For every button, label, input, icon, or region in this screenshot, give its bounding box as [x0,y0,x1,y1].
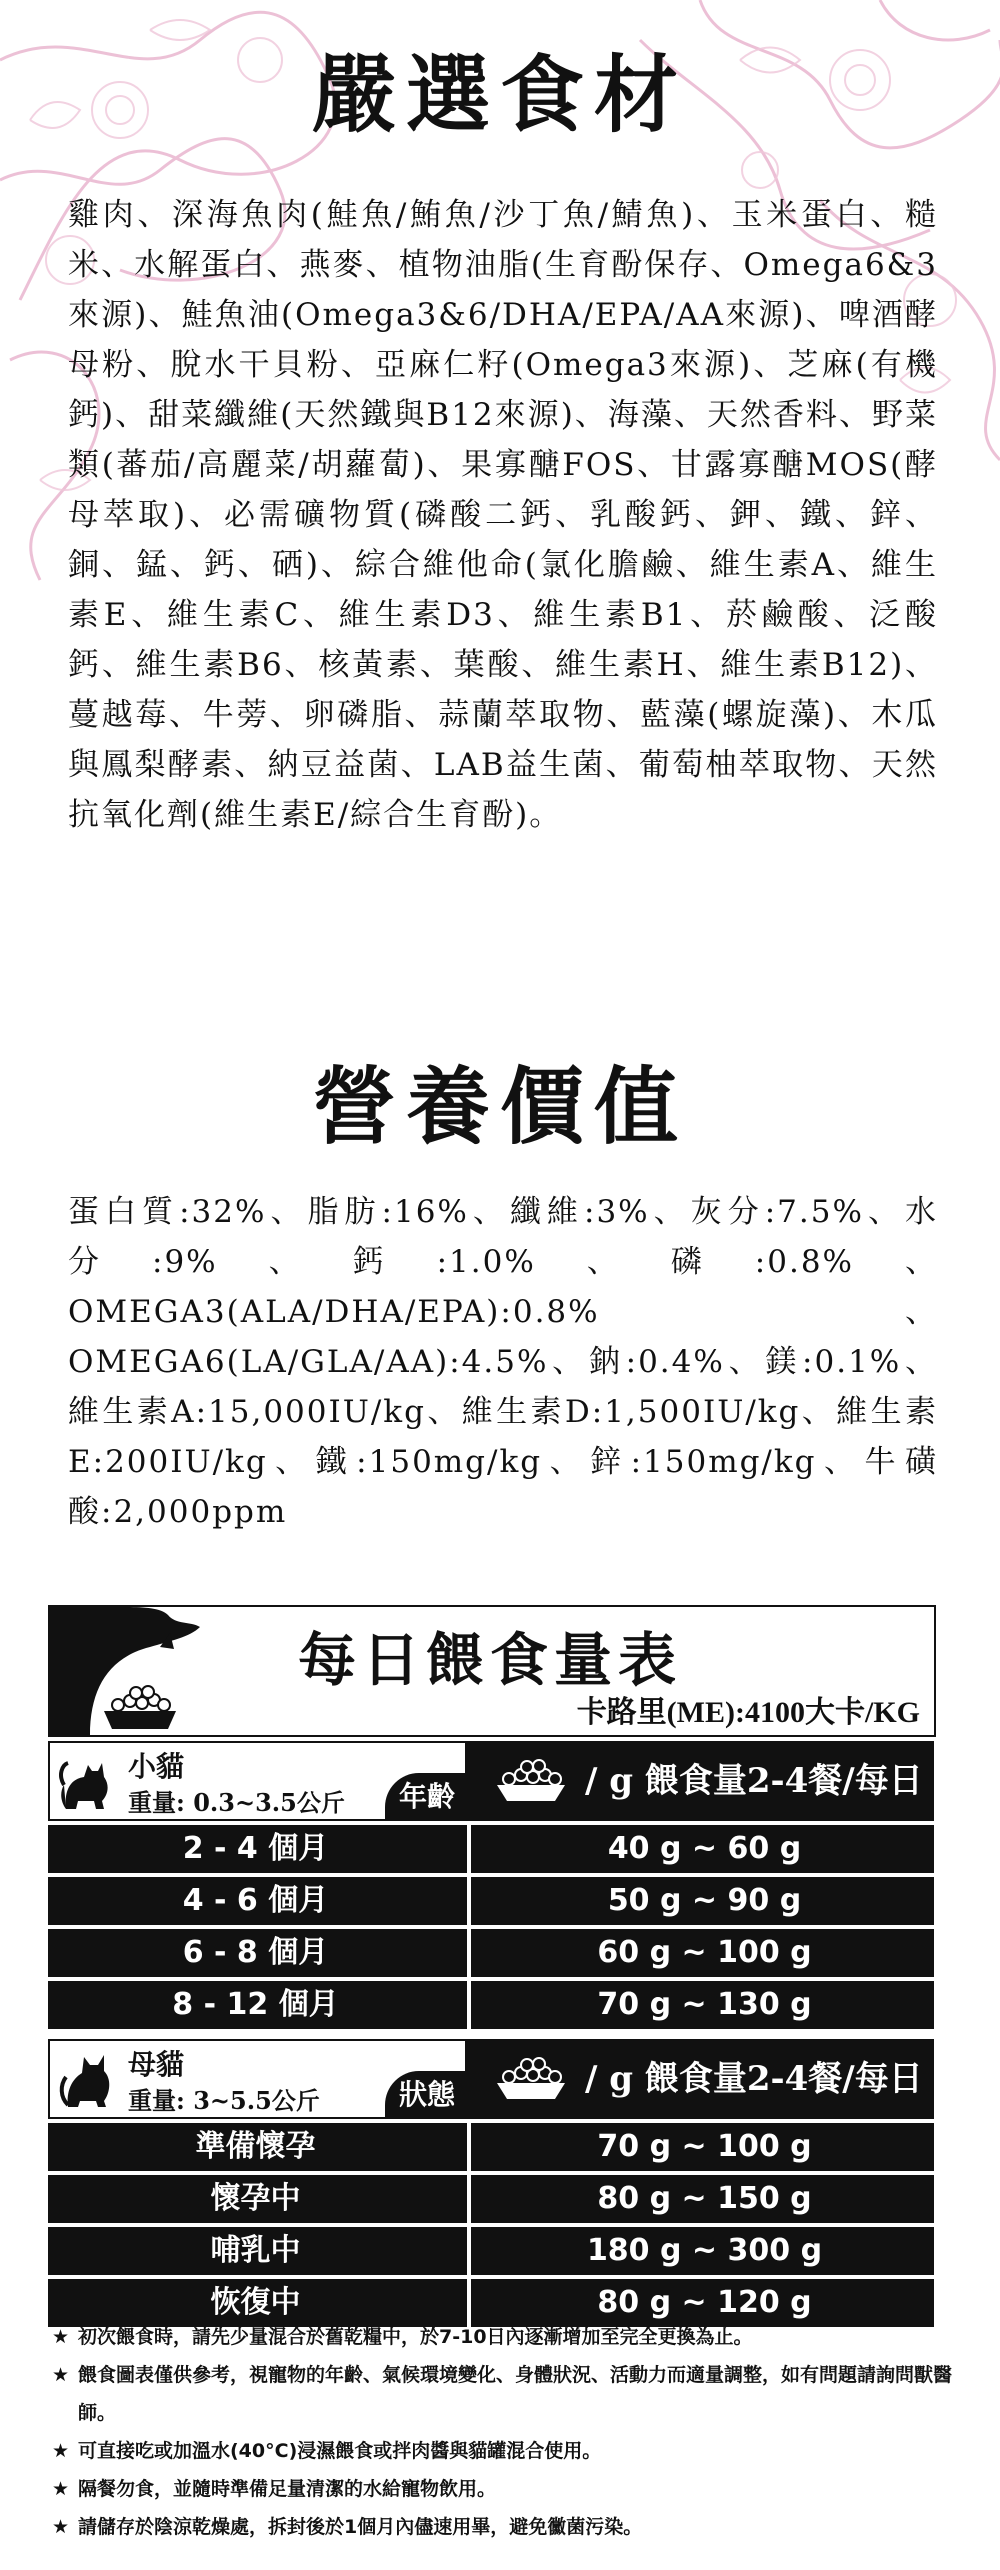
table-row [48,2175,934,2223]
note-item: ★ 隔餐勿食，並隨時準備足量清潔的水給寵物飲用。 [52,2470,952,2508]
mother-cat-weight: 重量: 3~5.5公斤 [128,2086,320,2115]
age-cell: 8 - 12 個月 [172,1987,339,2022]
status-cell: 恢復中 [210,2285,301,2320]
star-icon: ★ [52,2364,70,2386]
feeding-table [48,1605,934,2320]
status-cell: 懷孕中 [210,2181,301,2216]
nutrition-title: 營養價值 [311,1057,688,1156]
age-cell: 2 - 4 個月 [182,1831,329,1866]
star-icon: ★ [52,2516,70,2538]
table-row [48,2227,934,2275]
feeding-table-title: 每日餵食量表 [297,1626,682,1694]
age-cell: 4 - 6 個月 [182,1883,329,1918]
food-bowl-icon [491,1755,571,1805]
amount-cell: 60 g ~ 100 g [467,1929,938,1977]
star-icon: ★ [52,2440,70,2462]
mother-amount-column-label: / g 餵食量2-4餐/每日 [585,2059,923,2099]
amount-cell: 70 g ~ 130 g [467,1981,938,2029]
amount-cell: 80 g ~ 120 g [467,2279,938,2327]
kitten-icon [58,1751,114,1811]
table-row [48,1981,934,2029]
ingredients-text: 雞肉、深海魚肉(鮭魚/鮪魚/沙丁魚/鯖魚)、玉米蛋白、糙米、水解蛋白、燕麥、植物油脂(生育酚保存、Omega6&3來源)、鮭魚油(Omega3&6/DHA/EPA/AA來源)、啤酒酵母粉、脫水干貝粉、亞麻仁籽(Omega3來源)、芝麻(有機鈣)、甜菜纖維(天然鐵與B12來源)、海藻、天然香料、野菜類(蕃茄/高麗菜/胡蘿蔔)、果寡醣FOS、甘露寡醣MOS(酵母萃取)、必需礦物質(磷酸二鈣、乳酸鈣、鉀、鐵、鋅、銅、錳、鈣、硒)、綜合維他命(氯化膽鹼、維生素A、維生素E、維生素C、維生素D3、維生素B1、菸鹼酸、泛酸鈣、維生素B6、核黃素、葉酸、維生素H、維生素B12)、蔓越莓、牛蒡、卵磷脂、蒜蘭萃取物、藍藻(螺旋藻)、木瓜與鳳梨酵素、納豆益菌、LAB益生菌、葡萄柚萃取物、天然抗氧化劑(維生素E/綜合生育酚)。 [68,197,938,833]
star-icon: ★ [52,2478,70,2500]
amount-cell: 50 g ~ 90 g [467,1877,938,1925]
feeding-table-header [48,1605,936,1737]
mother-cat-icon [58,2049,114,2109]
ingredients-title: 嚴選食材 [311,45,688,144]
cat-with-bowl-icon [50,1607,210,1735]
amount-cell: 40 g ~ 60 g [467,1825,938,1873]
status-column-label: 狀態 [385,2071,467,2119]
mother-cat-group-header [48,2039,934,2119]
table-row [48,1825,934,1873]
note-item: ★ 請儲存於陰涼乾燥處，拆封後於1個月內儘速用畢，避免黴菌污染。 [52,2508,952,2546]
age-column-label: 年齡 [385,1773,467,1821]
kitten-label: 小貓 [128,1750,185,1783]
note-item: ★ 餵食圖表僅供參考，視寵物的年齡、氣候環境變化、身體狀況、活動力而適量調整，如有問題請詢問獸醫師。 [52,2356,952,2432]
table-row [48,1877,934,1925]
amount-cell: 80 g ~ 150 g [467,2175,938,2223]
table-row [48,1929,934,1977]
kitten-weight: 重量: 0.3~3.5公斤 [128,1788,345,1817]
note-item: ★ 初次餵食時，請先少量混合於舊乾糧中，於7-10日內逐漸增加至完全更換為止。 [52,2318,952,2356]
mother-cat-label: 母貓 [128,2048,185,2081]
age-cell: 6 - 8 個月 [182,1935,329,1970]
table-row [48,2123,934,2171]
amount-cell: 180 g ~ 300 g [467,2227,938,2275]
star-icon: ★ [52,2326,70,2348]
status-cell: 準備懷孕 [195,2129,316,2164]
calorie-info: 卡路里(ME):4100大卡/KG [576,1696,920,1729]
feeding-notes [52,2318,952,2546]
food-bowl-icon [491,2053,571,2103]
amount-cell: 70 g ~ 100 g [467,2123,938,2171]
status-cell: 哺乳中 [210,2233,301,2268]
kitten-group-header [48,1741,934,1821]
kitten-amount-column-label: / g 餵食量2-4餐/每日 [585,1761,923,1801]
nutrition-text: 蛋白質:32%、脂肪:16%、纖維:3%、灰分:7.5%、水分:9%、鈣:1.0%、磷:0.8%、OMEGA3(ALA/DHA/EPA):0.8%、OMEGA6(LA/GLA/AA):4.5%、鈉:0.4%、鎂:0.1%、維生素A:15,000IU/kg、維生素D:1,500IU/kg、維生素E:200IU/kg、鐵:150mg/kg、鋅:150mg/kg、牛磺酸:2,000ppm [68,1194,938,1530]
note-item: ★ 可直接吃或加溫水(40°C)浸濕餵食或拌肉醬與貓罐混合使用。 [52,2432,952,2470]
